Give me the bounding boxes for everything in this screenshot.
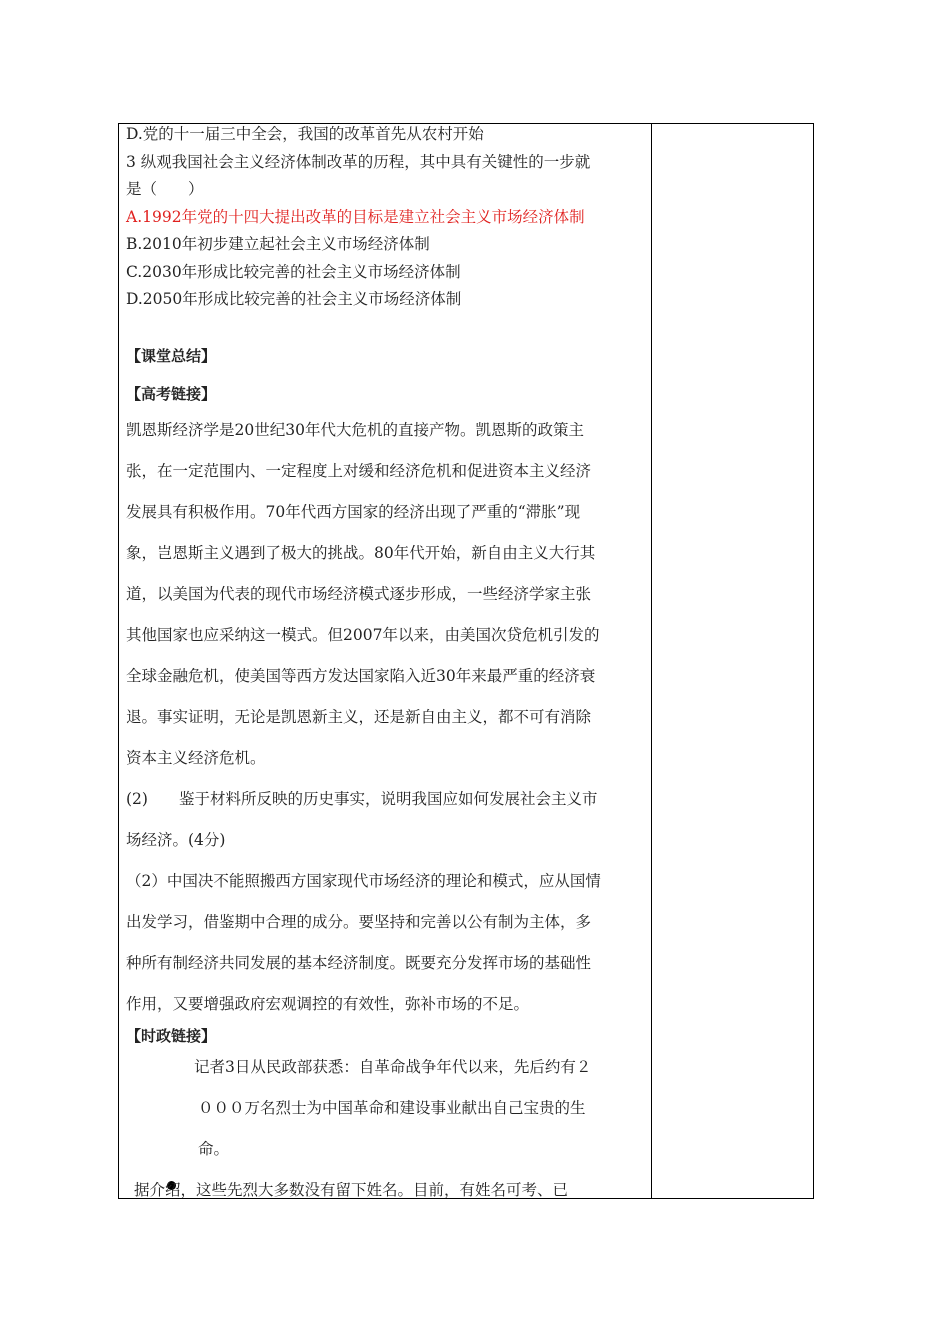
answer-line: （2）中国决不能照搬西方国家现代市场经济的理论和模式，应从国情 xyxy=(126,872,601,890)
question-line: 场经济。(4分) xyxy=(126,831,226,849)
paragraph-line: 其他国家也应采纳这一模式。但2007年以来，由美国次贷危机引发的 xyxy=(126,626,600,644)
paragraph-line: 凯恩斯经济学是20世纪30年代大危机的直接产物。凯恩斯的政策主 xyxy=(126,421,584,439)
paragraph-line: 退。事实证明，无论是凯恩新主义，还是新自由主义，都不可有消除 xyxy=(126,708,592,726)
question-3-line: 3 纵观我国社会主义经济体制改革的历程，其中具有关键性的一步就 xyxy=(126,153,591,171)
question-line: (2) 鉴于材料所反映的历史事实，说明我国应如何发展社会主义市 xyxy=(126,790,598,808)
paragraph-line: 象，岂恩斯主义遇到了极大的挑战。80年代开始，新自由主义大行其 xyxy=(126,544,596,562)
option-d-line: D.党的十一届三中全会，我国的改革首先从农村开始 xyxy=(126,125,484,143)
bullet-text-line: ０００万名烈士为中国革命和建设事业献出自己宝贵的生 xyxy=(198,1099,586,1117)
section-heading-news: 【时政链接】 xyxy=(126,1027,217,1045)
paragraph-line: 发展具有积极作用。70年代西方国家的经济出现了严重的“滞胀”现 xyxy=(126,503,581,521)
option-b-line: B.2010年初步建立起社会主义市场经济体制 xyxy=(126,235,430,253)
closing-paragraph-line: 据介绍，这些先烈大多数没有留下姓名。目前，有姓名可考、已 xyxy=(134,1181,569,1199)
option-c-line: C.2030年形成比较完善的社会主义市场经济体制 xyxy=(126,263,461,281)
paragraph-line: 张，在一定范围内、一定程度上对缓和经济危机和促进资本主义经济 xyxy=(126,462,592,480)
question-3-line-cont: 是（ ） xyxy=(126,180,204,198)
option-d2-line: D.2050年形成比较完善的社会主义市场经济体制 xyxy=(126,290,462,308)
answer-line: 出发学习，借鉴期中合理的成分。要坚持和完善以公有制为主体，多 xyxy=(126,913,592,931)
paragraph-line: 资本主义经济危机。 xyxy=(126,749,266,767)
content-table xyxy=(118,123,814,1199)
answer-line: 种所有制经济共同发展的基本经济制度。既要充分发挥市场的基础性 xyxy=(126,954,592,972)
paragraph-line: 全球金融危机，使美国等西方发达国家陷入近30年来最严重的经济衰 xyxy=(126,667,596,685)
bullet-text-line: 记者3日从民政部获悉：自革命战争年代以来，先后约有２ xyxy=(194,1058,592,1076)
section-heading-exam: 【高考链接】 xyxy=(126,385,217,403)
option-a-answer: A.1992年党的十四大提出改革的目标是建立社会主义市场经济体制 xyxy=(126,208,585,226)
answer-line: 作用，又要增强政府宏观调控的有效性，弥补市场的不足。 xyxy=(126,995,530,1013)
section-heading-summary: 【课堂总结】 xyxy=(126,347,217,365)
paragraph-line: 道，以美国为代表的现代市场经济模式逐步形成，一些经济学家主张 xyxy=(126,585,592,603)
table-column-divider xyxy=(651,123,652,1199)
bullet-text-line: 命。 xyxy=(198,1140,230,1158)
